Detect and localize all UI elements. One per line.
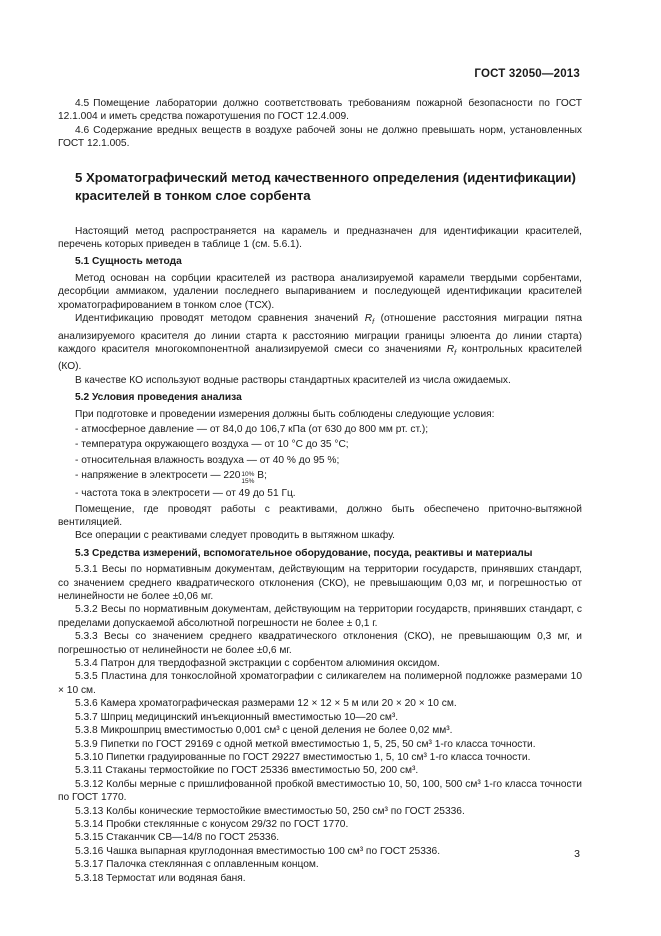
para-number: 4.5 <box>75 98 90 109</box>
method-principle-paragraph: Метод основан на сорбции красителей из раствора анализируемой карамели твердыми сорбентами, десорбции аммиаком, удалении последнего выпариванием и последующей идентификации красителей хроматографированием в тонком слое (ТСХ). <box>58 272 582 311</box>
voltage-tolerance-up: 10% <box>241 471 255 479</box>
equipment-item: 5.3.18 Термостат или водяная баня. <box>75 872 246 884</box>
rf-symbol <box>364 313 375 327</box>
equipment-item: 5.3.9 Пипетки по ГОСТ 29169 с одной меткой вместимостью 1, 5, 25, 50 см³ 1-го класса точности. <box>75 738 536 750</box>
identification-text-c: контрольных красителей (КО). <box>58 343 582 373</box>
voltage-text: - напряжение в электросети — 220 <box>75 470 241 482</box>
voltage-unit: В; <box>254 470 267 482</box>
document-code: ГОСТ 32050—2013 <box>474 68 580 80</box>
equipment-item: 5.3.8 Микрошприц вместимостью 0,001 см³ с ценой деления не более 0,02 мм³. <box>75 725 453 737</box>
equipment-item: 5.3.5 Пластина для тонкослойной хроматографии с силикагелем на полимерной подложке размерами 10 × 10 см. <box>58 671 582 696</box>
voltage-tolerance-down: 15% <box>241 478 255 486</box>
equipment-item: 5.3.15 Стаканчик СВ—14/8 по ГОСТ 25336. <box>75 832 280 844</box>
para-text: Содержание вредных веществ в воздухе рабочей зоны не должно превышать норм, установленных ГОСТ 12.1.005. <box>58 124 582 150</box>
paragraph-4-5 <box>58 97 582 124</box>
equipment-item: 5.3.2 Весы по нормативным документам, действующим на территории государств, принявших стандарт, с пределами допускаемой абсолютной погрешности не более ± 0,1 г. <box>58 604 582 629</box>
condition-item: - частота тока в электросети — от 49 до 51 Гц. <box>75 488 296 500</box>
conditions-intro: При подготовке и проведении измерения должны быть соблюдены следующие условия: <box>75 408 495 420</box>
equipment-item: 5.3.3 Весы со значением среднего квадратического отклонения (СКО), не превышающим 0,3 мг, и погрешностью от нелинейности не более ±0,6 мг. <box>58 631 582 656</box>
condition-item: - температура окружающего воздуха — от 10 °C до 35 °C; <box>75 439 349 451</box>
equipment-item: 5.3.17 Палочка стеклянная с оплавленным концом. <box>75 859 319 871</box>
condition-item: - относительная влажность воздуха — от 40 % до 95 %; <box>75 454 340 466</box>
section-5-intro: Настоящий метод распространяется на карамель и предназначен для идентификации красителей, перечень которых приведен в таблице 1 (см. 5.6.1). <box>58 225 582 251</box>
equipment-item: 5.3.10 Пипетки градуированные по ГОСТ 29227 вместимостью 1, 5, 10 см³ 1-го класса точности. <box>75 751 531 763</box>
rf-symbol-2: $R_f$ <box>446 343 457 357</box>
identification-text-a: Идентификацию проводят методом сравнения значений <box>75 313 359 325</box>
equipment-item: 5.3.12 Колбы мерные с пришлифованной пробкой вместимостью 10, 50, 100, 500 см³ 1-го класса точности по ГОСТ 1770. <box>58 778 582 804</box>
identification-paragraph <box>58 312 582 374</box>
para-number: 4.6 <box>75 124 90 136</box>
equipment-item: 5.3.7 Шприц медицинский инъекционный вместимостью 10—20 см³. <box>75 711 399 723</box>
subsection-5-2-title: 5.2 Условия проведения анализа <box>75 392 242 404</box>
identification-text-b: (отношение расстояния миграции пятна анализируемого красителя до линии старта к расстоянию миграции границы элюента до линии старта) каждого красителя многокомпонентной анализируемой смеси со значениями <box>58 313 582 355</box>
equipment-item: 5.3.16 Чашка выпарная круглодонная вместимостью 100 см³ по ГОСТ 25336. <box>75 845 441 857</box>
subsection-5-3-title: 5.3 Средства измерений, вспомогательное оборудование, посуда, реактивы и материалы <box>75 547 533 559</box>
fume-hood-paragraph: Все операции с реактивами следует проводить в вытяжном шкафу. <box>75 530 395 542</box>
equipment-item: 5.3.14 Пробки стеклянные с конусом 29/32 по ГОСТ 1770. <box>75 818 349 830</box>
equipment-item: 5.3.6 Камера хроматографическая размерами 12 × 12 × 5 м или 20 × 20 × 10 см. <box>75 698 457 710</box>
condition-item: - атмосферное давление — от 84,0 до 106,7 кПа (от 630 до 800 мм рт. ст.); <box>75 423 429 435</box>
reference-dyes-paragraph: В качестве КО используют водные растворы стандартных красителей из числа ожидаемых. <box>75 374 511 386</box>
section-5-title: 5 Хроматографический метод качественного определения (идентификации) красителей в тонком слое сорбента <box>75 169 576 203</box>
page-number: 3 <box>574 848 580 860</box>
paragraph-4-6 <box>58 124 582 151</box>
ventilation-paragraph: Помещение, где проводят работы с реактивами, должно быть обеспечено приточно-вытяжной вентиляцией. <box>58 503 582 528</box>
subsection-5-1-title: 5.1 Сущность метода <box>75 256 182 268</box>
page-body <box>58 97 582 885</box>
equipment-item: 5.3.11 Стаканы термостойкие по ГОСТ 25336 вместимостью 50, 200 см³. <box>75 765 419 777</box>
equipment-item: 5.3.13 Колбы конические термостойкие вместимостью 50, 250 см³ по ГОСТ 25336. <box>75 805 465 817</box>
rf-subscript: f <box>372 319 375 327</box>
rf-letter: R <box>364 313 373 325</box>
equipment-item: 5.3.4 Патрон для твердофазной экстракции с сорбентом алюминия оксидом. <box>75 658 440 670</box>
para-text: Помещение лаборатории должно соответствовать требованиям пожарной безопасности по ГОСТ 12.1.004 и иметь средства пожаротушения по ГОСТ 12.4.009. <box>58 98 582 123</box>
voltage-tolerance <box>241 471 254 485</box>
condition-voltage <box>58 469 582 485</box>
equipment-item: 5.3.1 Весы по нормативным документам, действующим на территории государств, принявших стандарт, со значением среднего квадратического отклонения (СКО), не превышающим 0,03 мг, и погрешностью от нелинейности не более ±0,06 мг. <box>58 564 582 603</box>
